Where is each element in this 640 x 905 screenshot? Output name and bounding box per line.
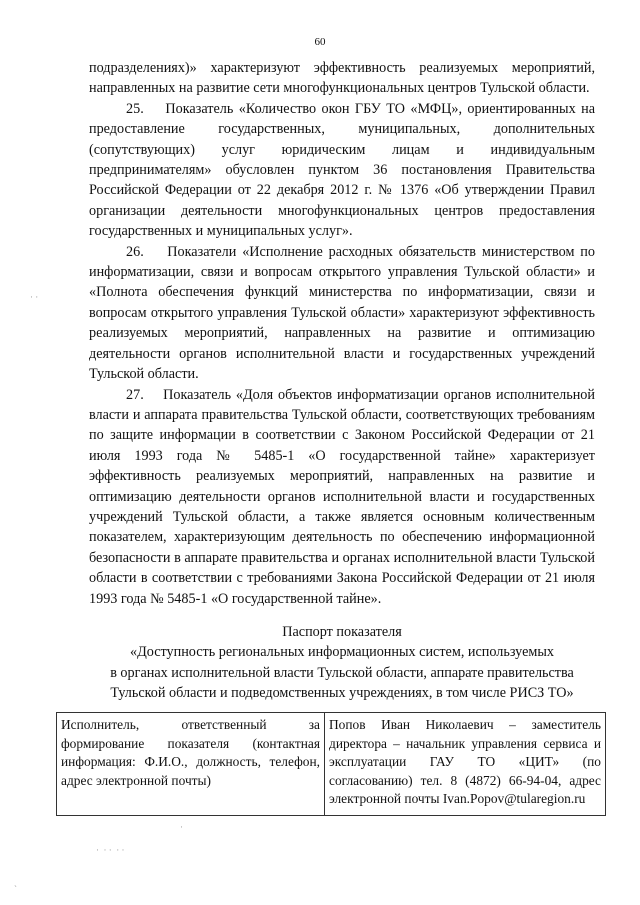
responsible-contact-cell: Попов Иван Николаевич – заместитель директора – начальник управления сервиса и эксплуатации ГАУ ТО «ЦИТ» (по согласованию) тел. 8 (4872) 66-94-04, адрес электронной почты Ivan.Popov@tularegion.ru [325, 713, 606, 816]
paragraph-continuation: подразделениях)» характеризуют эффективность реализуемых мероприятий, направленных на развитие сети многофункциональных центров Тульской области. [89, 60, 595, 97]
paragraph-item-27: 27. Показатель «Доля объектов информатизации органов исполнительной власти и аппарата правительства Тульской области, соответствующих требованиям по защите информации в соответствии с Законом Российской Федерации от 21 июля 1993 года № 5485-1 «О государственной тайне» характеризует эффективность реализуемых мероприятий, направленных на развитие и оптимизацию деятельности органов исполнительной власти и государственных учреждений Тульской области, а также является основным количественным показателем, характеризующим деятельность по обеспечению информационной безопасности в аппарате правительства и органах исполнительной власти Тульской области в соответствии с требованиями Закона Российской Федерации от 21 июля 1993 года № 5485-1 «О государственной тайне». [89, 386, 595, 607]
responsible-label-cell: Исполнитель, ответственный за формирование показателя (контактная информация: Ф.И.О., должность, телефон, адрес электронной почты) [57, 713, 325, 816]
page-number: 60 [314, 36, 326, 48]
table-row [57, 713, 606, 816]
scan-speck: · [180, 822, 183, 832]
passport-title: Паспорт показателя [282, 623, 402, 640]
paragraph-item-25: 25. Показатель «Количество окон ГБУ ТО «МФЦ», ориентированных на предоставление государственных, муниципальных, дополнительных (сопутствующих) услуг юридическим лицам и индивидуальным предпринимателям» обусловлен пунктом 36 постановления Правительства Российской Федерации от 22 декабря 2012 г. № 1376 «Об утверждении Правил организации деятельности многофункциональных центров предоставления государственных и муниципальных услуг». [89, 100, 595, 240]
passport-heading [89, 622, 595, 704]
passport-subtitle-line-3: Тульской области и подведомственных учреждениях, в том числе РИСЗ ТО» [110, 685, 574, 702]
passport-subtitle-line-2: в органах исполнительной власти Тульской области, аппарате правительства [110, 664, 574, 681]
scan-speck: · · [30, 292, 39, 302]
scan-speck: · · · · · [96, 845, 125, 855]
passport-table [56, 712, 606, 816]
passport-subtitle-line-1: «Доступность региональных информационных систем, используемых [130, 644, 554, 661]
paragraph-item-26: 26. Показатели «Исполнение расходных обязательств министерством по информатизации, связи и вопросам открытого управления Тульской области» и «Полнота обеспечения функций министерства по информатизации, связи и вопросам открытого управления Тульской области» характеризуют эффективность реализуемых мероприятий, направленных на развитие и оптимизацию деятельности органов исполнительной власти и государственных учреждений Тульской области. [89, 243, 595, 383]
document-body [89, 58, 595, 704]
scan-speck: ˋ [14, 884, 17, 894]
